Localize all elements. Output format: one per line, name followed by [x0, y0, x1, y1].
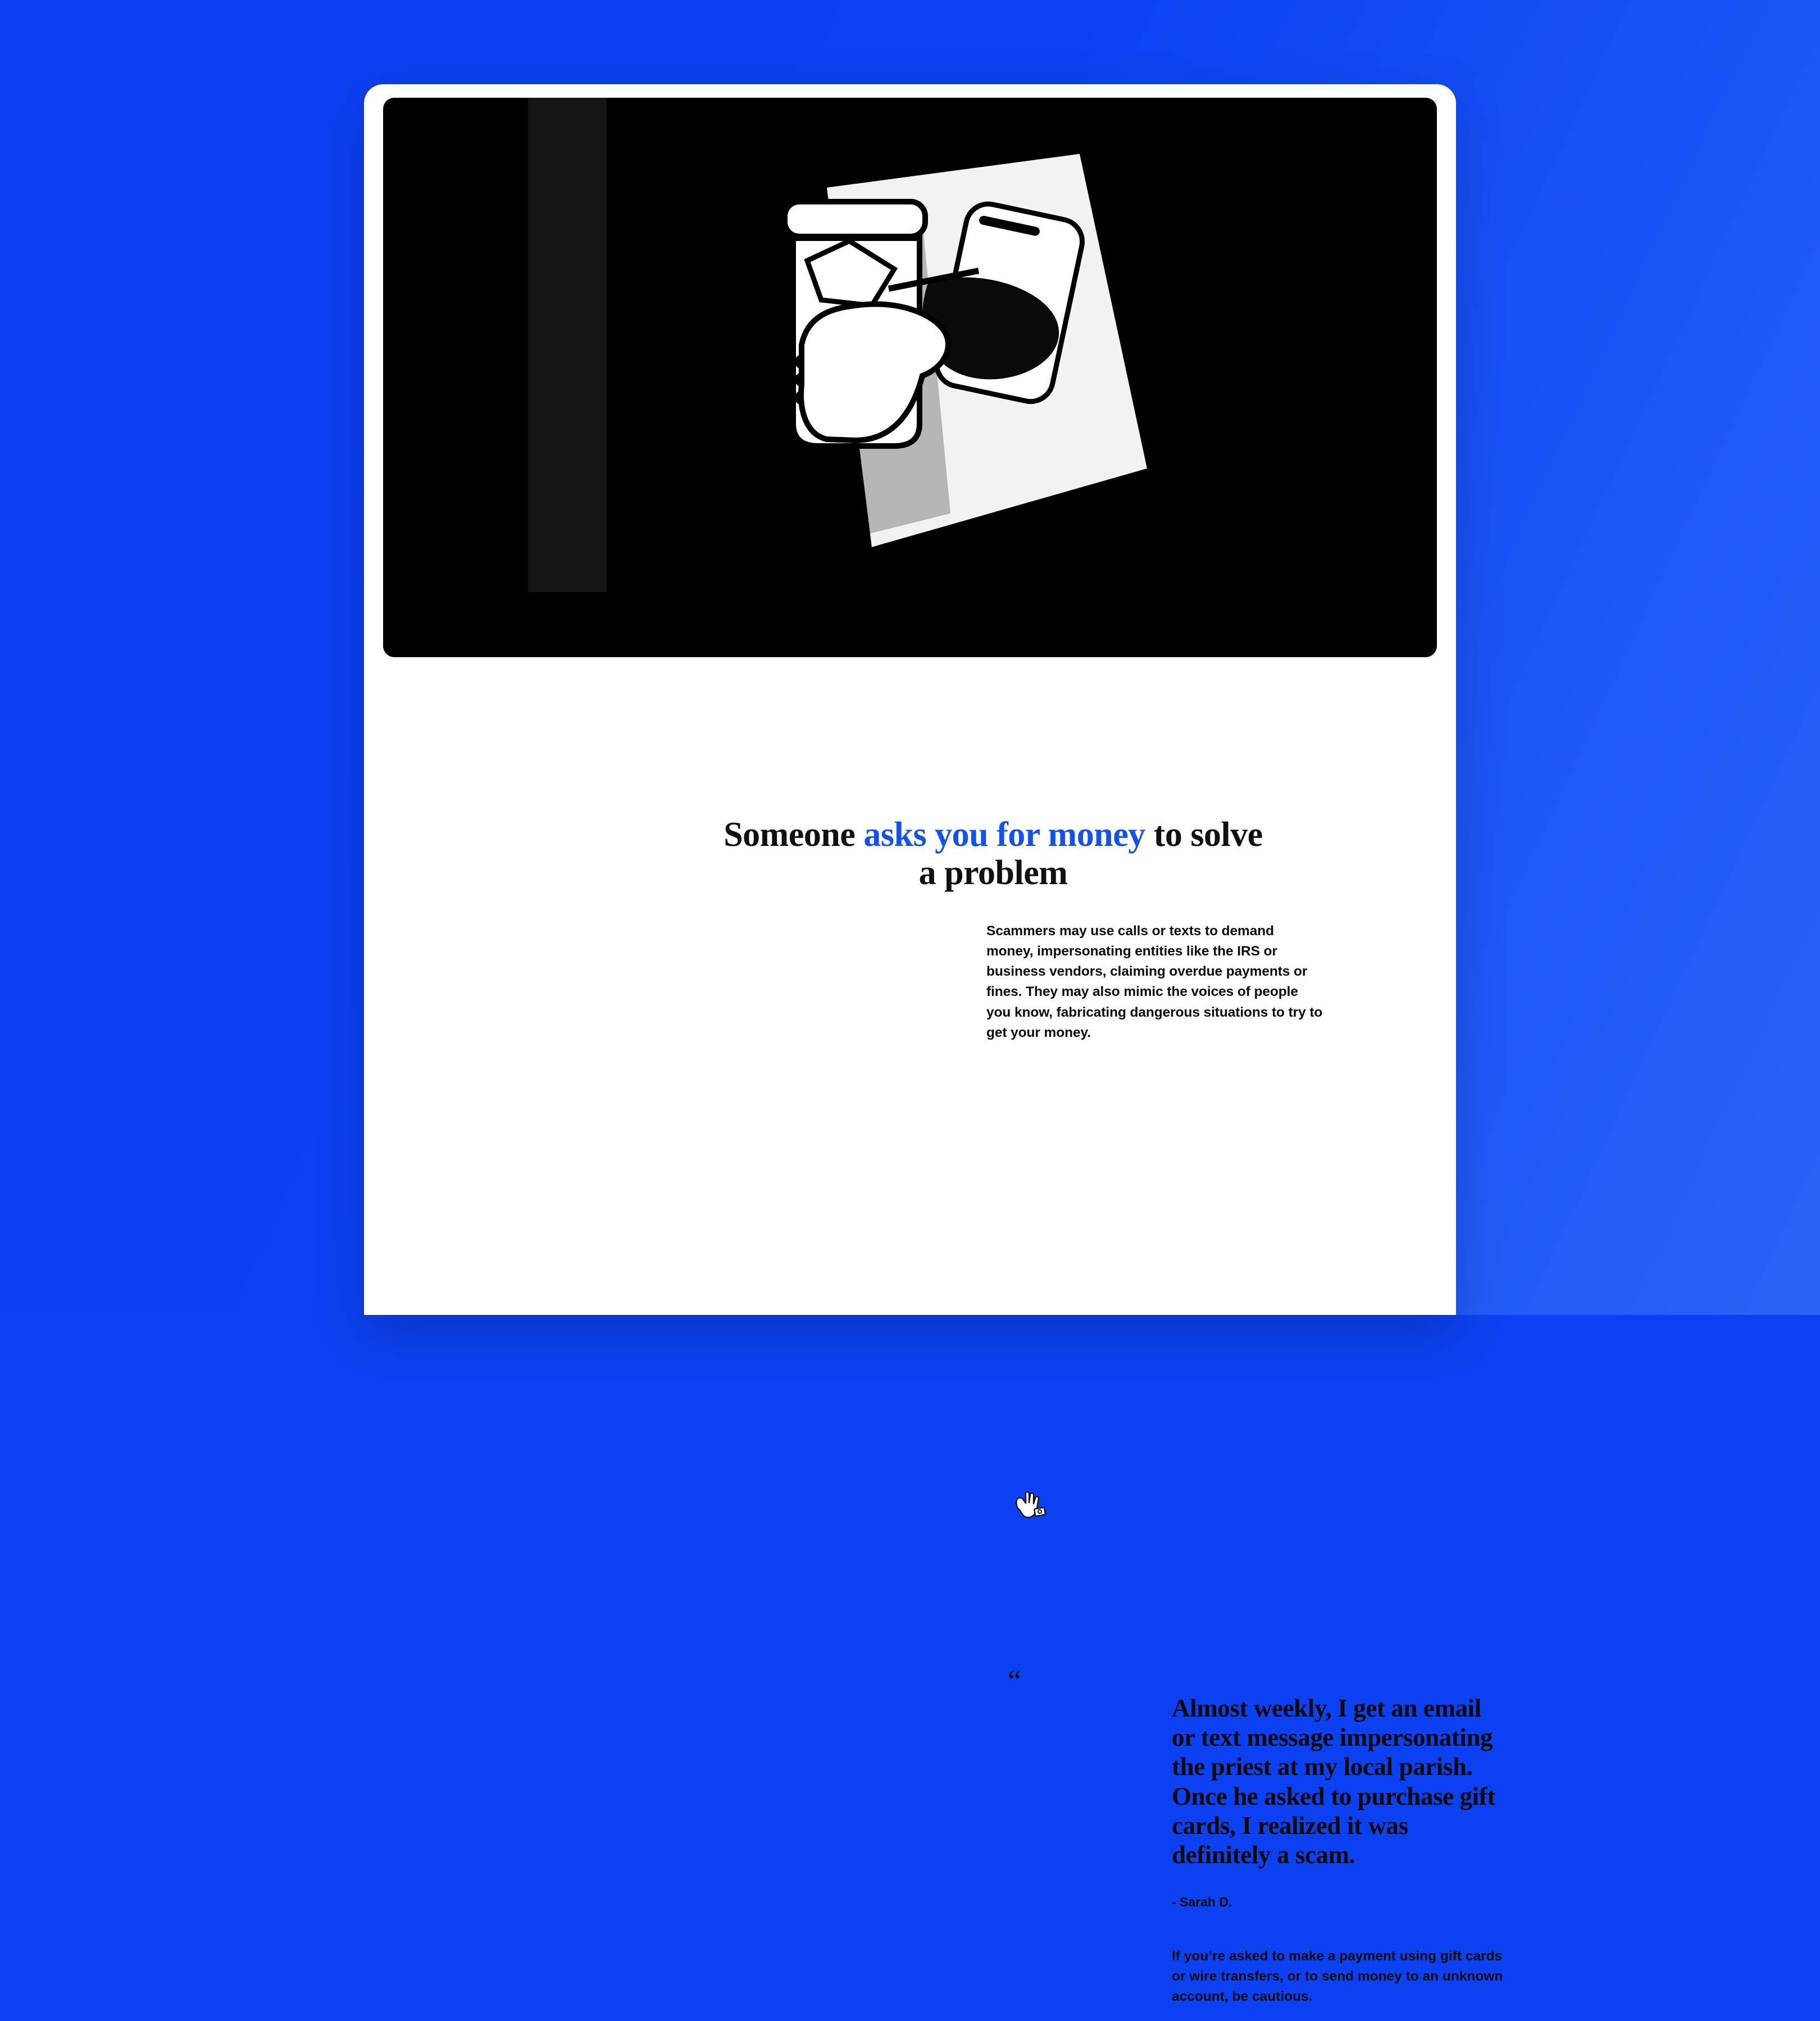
hand-with-money-icon [1009, 1486, 1048, 1525]
testimonial-block [1172, 1668, 1503, 1923]
page-title [712, 816, 1274, 892]
headline-part-2: to solve a problem [918, 815, 1263, 892]
headline-accent: asks you for money [863, 815, 1145, 854]
body-paragraph: Scammers may use calls or texts to demand money, impersonating entities like the IRS or business vendors, claiming overdue payments or fines. They may also mimic the voices of people you know, fabricating dangerous situations to try to get your money. [986, 923, 1323, 1040]
hero-dark-strip [528, 98, 607, 592]
hero-image-panel [383, 98, 1437, 657]
closing-paragraph: If you’re asked to make a payment using gift cards or wire transfers, or to send money to an unknown account, be cautious. [1172, 1948, 1503, 2004]
testimonial-quote: Almost weekly, I get an email or text message impersonating the priest at my local parish. Once he asked to purchase gift cards, I realized it was definitely a scam. [1172, 1694, 1495, 1869]
testimonial-attribution: - Sarah D. [1172, 1895, 1232, 1910]
headline-part-1: Someone [724, 815, 864, 854]
closing-paragraph-block [1172, 1932, 1503, 2021]
quote-mark-icon: “ [1008, 1664, 1021, 1697]
article-card [364, 84, 1503, 2004]
illustration-tip-jar-phone-hand-with-coins [686, 120, 1192, 626]
body-paragraph-block [986, 907, 1323, 1057]
article-body [364, 657, 1503, 2004]
